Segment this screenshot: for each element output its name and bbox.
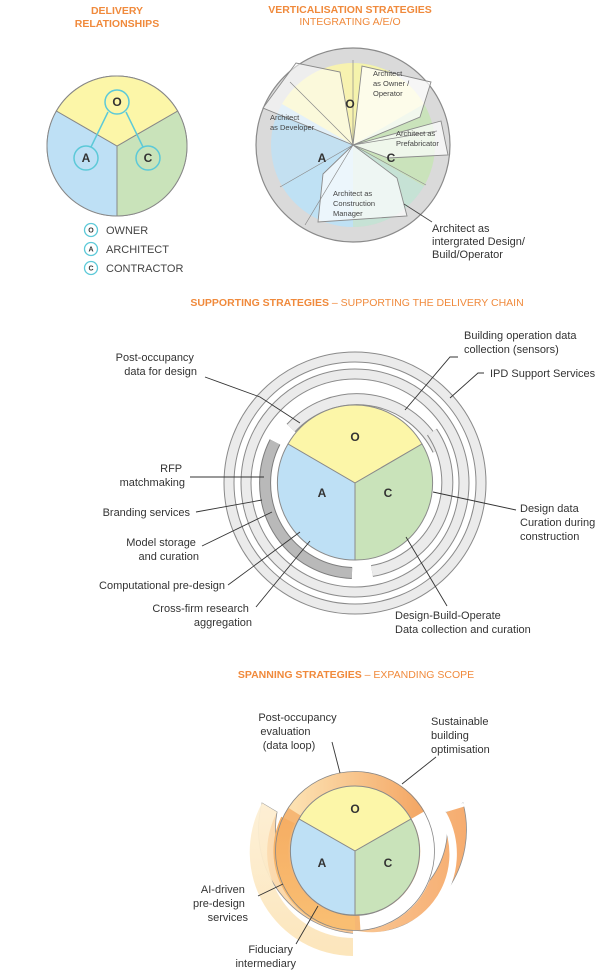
label-sustainable: Sustainable building optimisation: [431, 716, 490, 756]
vertical-c-letter: C: [386, 151, 396, 165]
label-integrated: Architect as intergrated Design/ Build/Operator: [432, 223, 525, 261]
legend-architect-label: ARCHITECT: [106, 244, 169, 256]
spanning-a-letter: A: [317, 856, 327, 870]
label-computational: Computational pre-design: [99, 580, 225, 592]
owner-letter: O: [112, 95, 122, 109]
label-ai-driven: AI-driven pre-design services: [192, 884, 248, 924]
label-construction-manager: Architect as Construction Manager: [333, 189, 376, 218]
supporting-c-letter: C: [383, 486, 393, 500]
label-prefabricator: Architect as Prefabricator: [396, 129, 439, 148]
label-developer: Architect as Developer: [270, 113, 315, 132]
spanning-diagram: [193, 669, 492, 970]
vertical-title: VERTICALISATION STRATEGIES: [268, 4, 432, 16]
label-post-occupancy-eval: Post-occupancy evaluation (data loop): [258, 712, 337, 752]
label-ipd: IPD Support Services: [490, 368, 596, 380]
label-cross-firm: Cross-firm research aggregation: [152, 603, 252, 629]
label-post-occupancy-data: Post-occupancy data for design: [115, 352, 197, 378]
spanning-c-letter: C: [383, 856, 393, 870]
legend-contractor-label: CONTRACTOR: [106, 263, 184, 275]
delivery-title-line1: DELIVERY: [90, 5, 144, 17]
spanning-heading: SPANNING STRATEGIES – EXPANDING SCOPE: [237, 669, 475, 681]
vertical-subtitle: INTEGRATING A/E/O: [299, 16, 401, 28]
spanning-o-letter: O: [350, 802, 360, 816]
supporting-diagram: [99, 297, 598, 636]
contractor-letter: C: [143, 151, 153, 165]
label-rfp: RFP matchmaking: [119, 463, 185, 489]
label-design-data: Design data Curation during construction: [520, 503, 596, 543]
architect-letter: A: [81, 151, 91, 165]
delivery-legend: [85, 224, 184, 276]
legend-contractor-letter: C: [88, 265, 94, 273]
label-owner-operator: Architect as Owner / Operator: [373, 69, 410, 98]
label-dbo: Design-Build-Operate Data collection and curation: [395, 610, 531, 636]
label-fiduciary: Fiduciary intermediary: [235, 944, 296, 970]
vertical-a-letter: A: [317, 151, 327, 165]
vertical-o-letter: O: [345, 97, 355, 111]
delivery-relationships-diagram: [47, 5, 187, 275]
supporting-heading: SUPPORTING STRATEGIES – SUPPORTING THE DELIVERY CHAIN: [190, 297, 524, 309]
label-building-operation: Building operation data collection (sensors): [464, 330, 577, 356]
legend-owner-letter: O: [88, 227, 94, 235]
delivery-title-line2: RELATIONSHIPS: [74, 18, 160, 30]
supporting-a-letter: A: [317, 486, 327, 500]
label-branding: Branding services: [102, 507, 190, 519]
supporting-o-letter: O: [350, 430, 360, 444]
verticalisation-diagram: [256, 4, 528, 261]
label-model-storage: Model storage and curation: [126, 537, 199, 563]
legend-owner-label: OWNER: [106, 225, 149, 237]
legend-architect-letter: A: [88, 246, 94, 254]
